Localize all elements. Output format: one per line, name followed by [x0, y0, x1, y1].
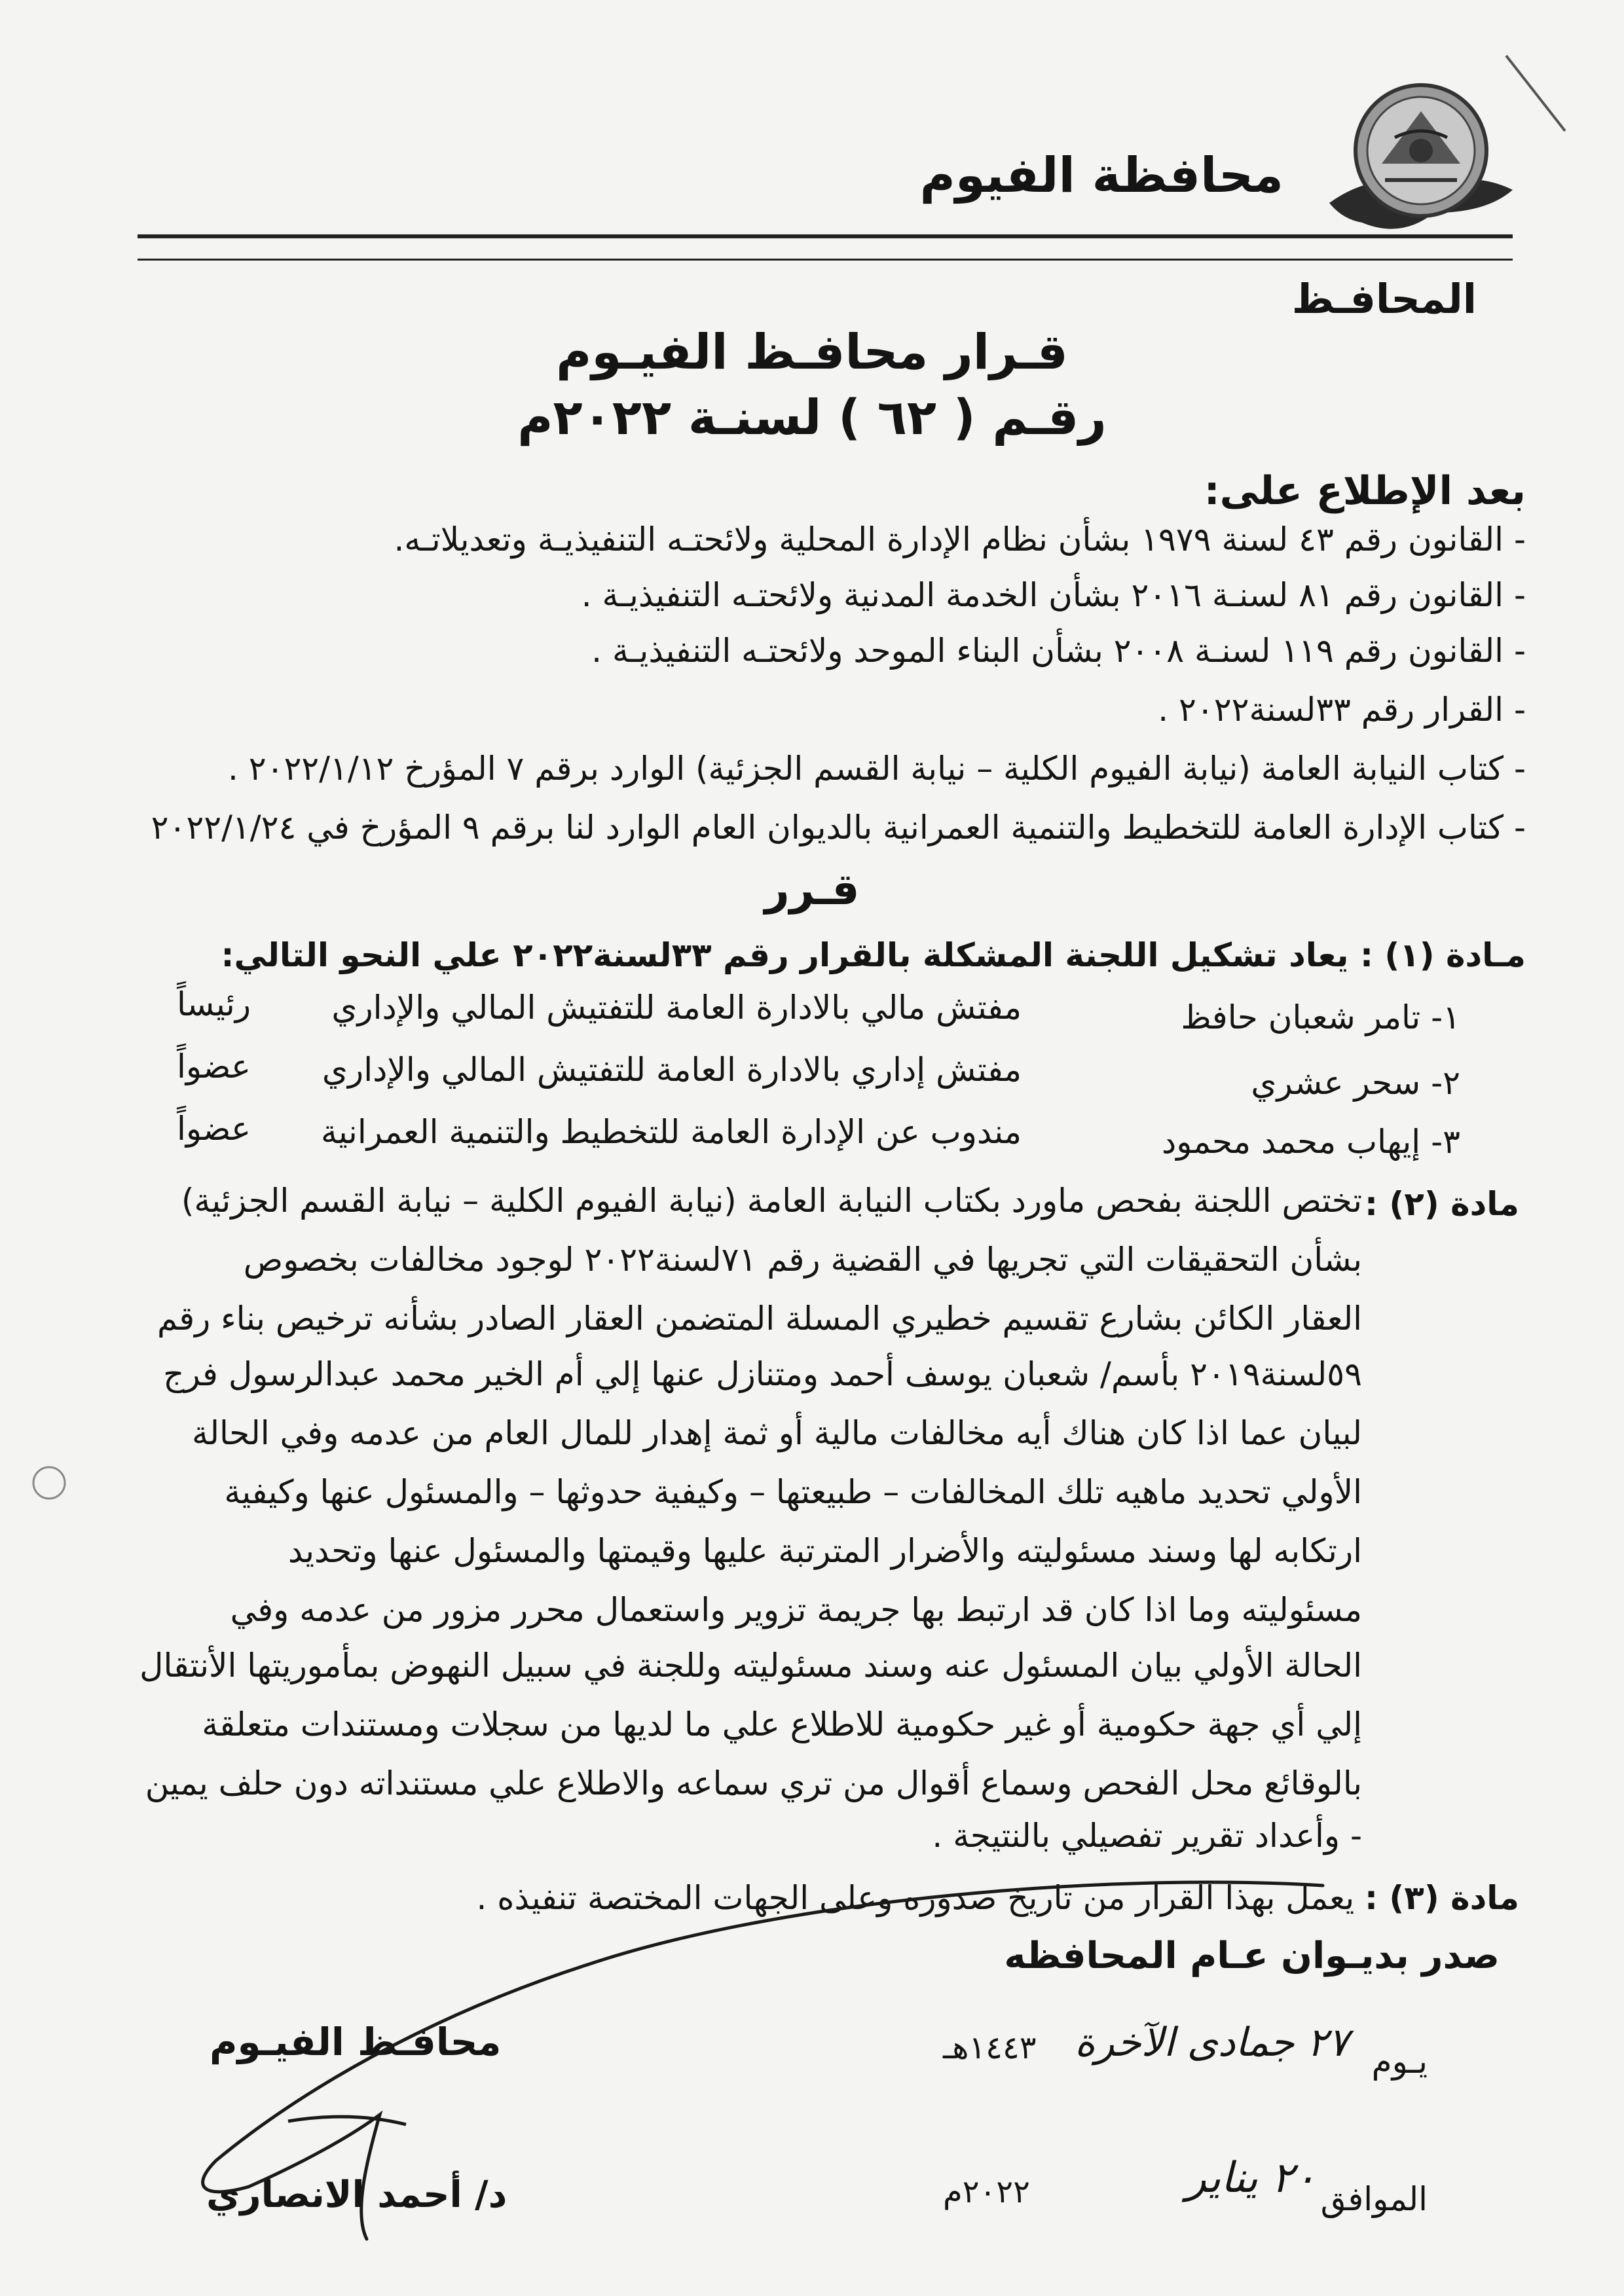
member-name: ٢- سحر عشري [1251, 1064, 1460, 1102]
article-2-heading: مادة (٢) : [1365, 1185, 1519, 1223]
reference-item: - كتاب الإدارة العامة للتخطيط والتنمية العمرانية بالديوان العام الوارد لنا برقم ٩ المؤرخ في ٢٠٢٢/١/٢٤ [151, 809, 1526, 847]
gregorian-year: ٢٠٢٢م [943, 2174, 1030, 2210]
member-role: عضواً [177, 1110, 251, 1148]
article-2-line: العقار الكائن بشارع تقسيم خطيري المسلة المتضمن العقار الصادر بشأنه ترخيص بناء رقم [157, 1300, 1362, 1338]
signatory-title: محافـظ الفيـوم [210, 2020, 502, 2064]
gregorian-date-label: الموافق [1320, 2180, 1428, 2218]
decree-number: رقـم ( ٦٢ ) لسنـة ٢٠٢٢م [517, 390, 1107, 446]
article-2-line: ٥٩لسنة٢٠١٩ بأسم/ شعبان يوسف أحمد ومتنازل عنها إلي أم الخير محمد عبدالرسول فرج [163, 1355, 1362, 1393]
article-2-line: مسئوليته وما اذا كان قد ارتبط بها جريمة تزوير واستعمال محرر مزور من عدمه وفي [230, 1591, 1362, 1629]
header-divider-thin [138, 259, 1513, 261]
gregorian-date-handwritten: ٢٠ يناير [1186, 2154, 1316, 2202]
member-description: مفتش إداري بالادارة العامة للتفتيش المالي والإداري [322, 1051, 1022, 1089]
reference-item: - القانون رقم ٤٣ لسنة ١٩٧٩ بشأن نظام الإدارة المحلية ولائحتـه التنفيذيـة وتعديلاتـه. [394, 520, 1526, 558]
article-3 [476, 1879, 1519, 1917]
member-description: مندوب عن الإدارة العامة للتخطيط والتنمية العمرانية [321, 1113, 1022, 1151]
article-2-line: ارتكابه لها وسند مسئوليته والأضرار المترتبة عليها وقيمتها والمسئول عنها وتحديد [287, 1532, 1362, 1570]
article-3-heading: مادة (٣) : [1365, 1879, 1519, 1917]
article-2-line: إلي أي جهة حكومية أو غير حكومية للاطلاع علي ما لديها من سجلات ومستندات متعلقة [202, 1705, 1362, 1743]
article-2-text: تختص اللجنة بفحص ماورد بكتاب النيابة العامة (نيابة الفيوم الكلية – نيابة القسم الجزئية) [181, 1182, 1362, 1220]
preamble-intro: بعد الإطلاع على: [1204, 468, 1526, 514]
decree-title: قـرار محافـظ الفيـوم [556, 324, 1068, 380]
reference-item: - القانون رقم ١١٩ لسنـة ٢٠٠٨ بشأن البناء الموحد ولائحتـه التنفيذيـة . [591, 632, 1526, 670]
hijri-year: ١٤٤٣هـ [943, 2030, 1037, 2066]
member-role: رئيساً [177, 985, 251, 1023]
article-2-line: الأولي تحديد ماهيه تلك المخالفات – طبيعتها – وكيفية حدوثها – والمسئول عنها وكيفية [224, 1473, 1362, 1511]
issued-statement: صدر بديـوان عـام المحافظه [1004, 1935, 1500, 1977]
article-1-heading: مـادة (١) : يعاد تشكيل اللجنة المشكلة بالقرار رقم ٣٣لسنة٢٠٢٢ علي النحو التالي: [221, 936, 1526, 974]
hijri-date-handwritten: ٢٧ جمادى الآخرة [1075, 2020, 1349, 2066]
decision-heading: قـرر [764, 864, 860, 915]
member-name: ٣- إيهاب محمد محمود [1161, 1123, 1460, 1161]
header-divider [138, 234, 1513, 238]
office-title: المحافـظ [1291, 275, 1477, 323]
member-description: مفتش مالي بالادارة العامة للتفتيش المالي والإداري [331, 989, 1022, 1027]
signatory-name: د/ أحمد الانصاري [206, 2174, 507, 2216]
reference-item: - القانون رقم ٨١ لسنـة ٢٠١٦ بشأن الخدمة المدنية ولائحتـه التنفيذيـة . [581, 576, 1526, 614]
reference-item: - كتاب النيابة العامة (نيابة الفيوم الكلية – نيابة القسم الجزئية) الوارد برقم ٧ المؤرخ ٢٠٢٢/١/١٢ . [227, 750, 1526, 788]
member-role: عضواً [177, 1048, 251, 1085]
article-2-line: لبيان عما اذا كان هناك أيه مخالفات مالية أو ثمة إهدار للمال العام من عدمه وفي الحالة [191, 1414, 1362, 1452]
governorate-emblem-icon [1323, 72, 1519, 249]
article-2-line: الحالة الأولي بيان المسئول عنه وسند مسئوليته وللجنة في سبيل النهوض بمأموريتها الأنتقال [139, 1647, 1362, 1685]
article-2-line: بشأن التحقيقات التي تجريها في القضية رقم ٧١لسنة٢٠٢٢ لوجود مخالفات بخصوص [243, 1241, 1362, 1279]
reference-item: - القرار رقم ٣٣لسنة٢٠٢٢ . [1158, 691, 1526, 729]
article-2-line: بالوقائع محل الفحص وسماع أقوال من تري سماعه والاطلاع علي مستنداته دون حلف يمين [145, 1764, 1362, 1802]
member-name: ١- تامر شعبان حافظ [1181, 998, 1460, 1036]
governorate-name: محافظة الفيوم [919, 147, 1283, 204]
article-3-text: يعمل بهذا القرار من تاريخ صدوره وعلى الجهات المختصة تنفيذه . [476, 1879, 1355, 1917]
hijri-date-label: يـوم [1371, 2043, 1428, 2081]
article-2-line: - وأعداد تقرير تفصيلي بالنتيجة . [932, 1817, 1362, 1855]
